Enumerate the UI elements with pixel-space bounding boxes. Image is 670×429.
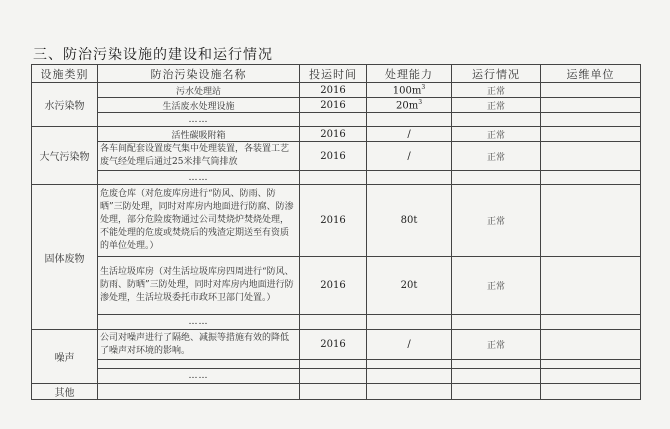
table-row bbox=[32, 98, 641, 113]
header-facility: 防治污染设施名称 bbox=[98, 65, 300, 83]
empty-cell bbox=[367, 360, 452, 369]
empty-cell bbox=[300, 171, 367, 185]
table-row bbox=[32, 330, 641, 360]
year-cell: 2016 bbox=[300, 127, 367, 142]
header-category: 设施类别 bbox=[32, 65, 98, 83]
empty-cell bbox=[452, 113, 541, 127]
ellipsis-cell: …… bbox=[98, 369, 300, 384]
table-row bbox=[32, 315, 641, 330]
year-cell: 2016 bbox=[300, 185, 367, 257]
capacity-cell: / bbox=[367, 330, 452, 360]
capacity-cell: / bbox=[367, 127, 452, 142]
ellipsis-cell: …… bbox=[98, 171, 300, 185]
table-row bbox=[32, 113, 641, 127]
facility-description: 生活垃圾库房（对生活垃圾库房四周进行“防风、防雨、防晒”三防处理，同时对库房内地面进行防渗处理，生活垃圾委托市政环卫部门处置。） bbox=[98, 257, 300, 315]
facility-name: 活性碳吸附箱 bbox=[98, 127, 300, 142]
empty-cell bbox=[98, 360, 300, 369]
facility-name: 生活废水处理设施 bbox=[98, 98, 300, 113]
empty-cell bbox=[300, 315, 367, 330]
empty-cell bbox=[541, 113, 641, 127]
operator-cell bbox=[541, 98, 641, 113]
table-row bbox=[32, 171, 641, 185]
empty-cell bbox=[367, 113, 452, 127]
empty-cell bbox=[300, 113, 367, 127]
table-row bbox=[32, 142, 641, 171]
operator-cell bbox=[541, 185, 641, 257]
table-row bbox=[32, 83, 641, 98]
status-cell: 正常 bbox=[452, 127, 541, 142]
header-year: 投运时间 bbox=[300, 65, 367, 83]
empty-cell bbox=[452, 315, 541, 330]
empty-cell bbox=[98, 384, 300, 400]
capacity-cell: $100m^3$ bbox=[367, 83, 452, 98]
status-cell: 正常 bbox=[452, 83, 541, 98]
empty-cell bbox=[452, 171, 541, 185]
header-row bbox=[32, 65, 641, 83]
header-operator: 运维单位 bbox=[541, 65, 641, 83]
operator-cell bbox=[541, 83, 641, 98]
capacity-cell: / bbox=[367, 142, 452, 171]
year-cell: 2016 bbox=[300, 142, 367, 171]
operator-cell bbox=[541, 257, 641, 315]
header-capacity: 处理能力 bbox=[367, 65, 452, 83]
empty-cell bbox=[300, 369, 367, 384]
empty-cell bbox=[452, 369, 541, 384]
pollution-facilities-table bbox=[31, 64, 641, 400]
facility-description: 公司对噪声进行了隔绝、减振等措施有效的降低了噪声对环境的影响。 bbox=[98, 330, 300, 360]
empty-cell bbox=[541, 360, 641, 369]
empty-cell bbox=[300, 384, 367, 400]
status-cell: 正常 bbox=[452, 257, 541, 315]
capacity-cell: $20m^3$ bbox=[367, 98, 452, 113]
year-cell: 2016 bbox=[300, 98, 367, 113]
category-noise: 噪声 bbox=[32, 330, 98, 384]
category-other: 其他 bbox=[32, 384, 98, 400]
empty-cell bbox=[541, 315, 641, 330]
table-row bbox=[32, 369, 641, 384]
table-row bbox=[32, 360, 641, 369]
status-cell: 正常 bbox=[452, 142, 541, 171]
table-row bbox=[32, 127, 641, 142]
category-solid: 固体废物 bbox=[32, 185, 98, 330]
operator-cell bbox=[541, 127, 641, 142]
ellipsis-cell: …… bbox=[98, 315, 300, 330]
table-row bbox=[32, 257, 641, 315]
header-status: 运行情况 bbox=[452, 65, 541, 83]
capacity-cell: 20t bbox=[367, 257, 452, 315]
empty-cell bbox=[367, 384, 452, 400]
category-water: 水污染物 bbox=[32, 83, 98, 127]
empty-cell bbox=[367, 369, 452, 384]
category-air: 大气污染物 bbox=[32, 127, 98, 185]
table-row bbox=[32, 384, 641, 400]
empty-cell bbox=[367, 171, 452, 185]
table-row bbox=[32, 185, 641, 257]
ellipsis-cell: …… bbox=[98, 113, 300, 127]
empty-cell bbox=[452, 384, 541, 400]
year-cell: 2016 bbox=[300, 330, 367, 360]
operator-cell bbox=[541, 330, 641, 360]
year-cell: 2016 bbox=[300, 257, 367, 315]
empty-cell bbox=[541, 384, 641, 400]
year-cell: 2016 bbox=[300, 83, 367, 98]
capacity-cell: 80t bbox=[367, 185, 452, 257]
section-title: 三、防治污染设施的建设和运行情况 bbox=[33, 47, 273, 63]
empty-cell bbox=[452, 360, 541, 369]
facility-name: 污水处理站 bbox=[98, 83, 300, 98]
empty-cell bbox=[367, 315, 452, 330]
facility-description: 各车间配套设置废气集中处理装置，各装置工艺废气经处理后通过25米排气筒排放 bbox=[98, 142, 300, 171]
operator-cell bbox=[541, 142, 641, 171]
empty-cell bbox=[541, 171, 641, 185]
facility-description: 危废仓库（对危废库房进行“防风、防雨、防晒”三防处理，同时对库房内地面进行防腐、防渗处理，部分危险废物通过公司焚烧炉焚烧处理，不能处理的危废或焚烧后的残渣定期送至有资质的单位处理。） bbox=[98, 185, 300, 257]
status-cell: 正常 bbox=[452, 98, 541, 113]
status-cell: 正常 bbox=[452, 185, 541, 257]
status-cell: 正常 bbox=[452, 330, 541, 360]
empty-cell bbox=[541, 369, 641, 384]
empty-cell bbox=[300, 360, 367, 369]
